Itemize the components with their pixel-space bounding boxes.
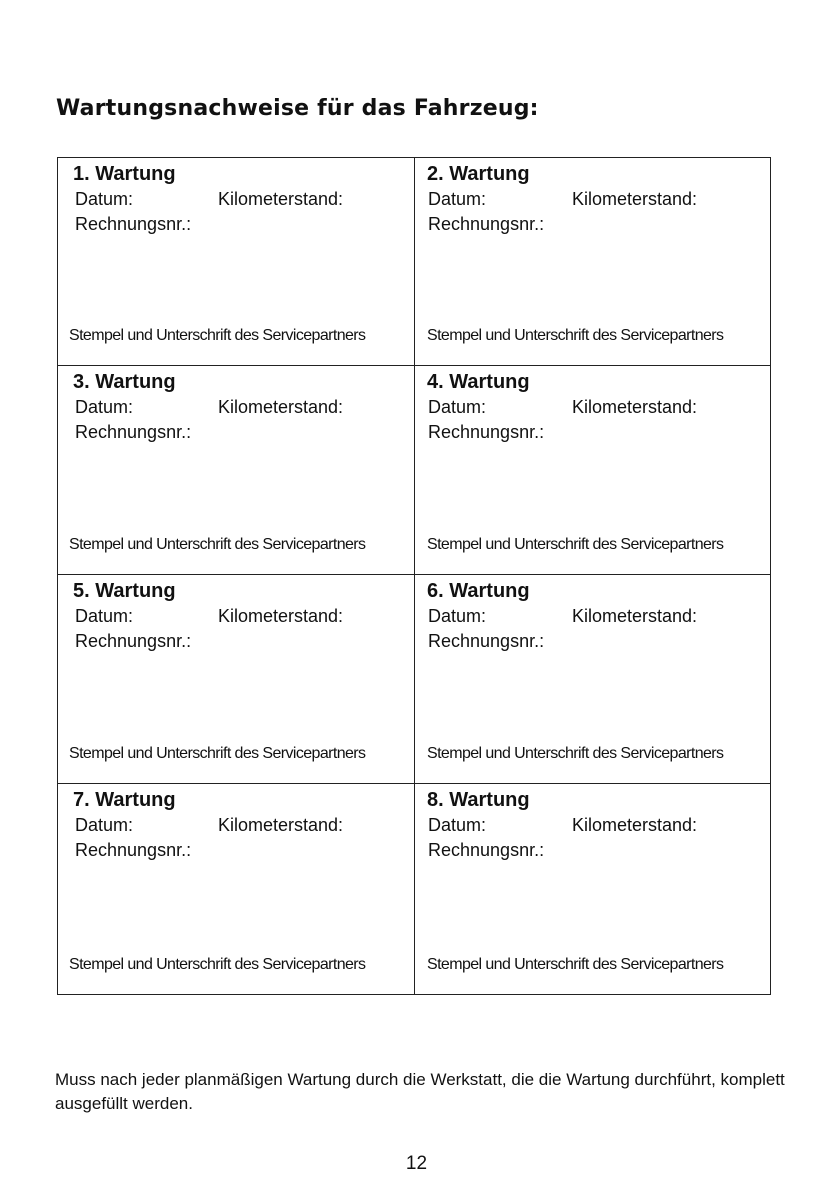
maintenance-entry-4 — [415, 366, 770, 575]
invoice-number-field-label: Rechnungsnr.: — [428, 631, 545, 651]
entry-heading: 3. Wartung — [73, 371, 176, 393]
invoice-number-field-label: Rechnungsnr.: — [428, 840, 545, 860]
mileage-field-label: Kilometerstand: — [572, 815, 698, 835]
mileage-field-label: Kilometerstand: — [218, 815, 344, 835]
date-field-label: Datum: — [75, 397, 134, 417]
date-field-label: Datum: — [428, 397, 487, 417]
date-field-label: Datum: — [428, 189, 487, 209]
entry-heading: 8. Wartung — [427, 789, 530, 811]
mileage-field-label: Kilometerstand: — [572, 606, 698, 626]
date-field-label: Datum: — [75, 815, 134, 835]
date-field-label: Datum: — [428, 606, 487, 626]
stamp-signature-label: Stempel und Unterschrift des Servicepartners — [427, 536, 724, 553]
footnote: Muss nach jeder planmäßigen Wartung durch die Werkstatt, die die Wartung durchführt, komplett ausgefüllt werden. — [55, 1070, 785, 1113]
entry-heading: 5. Wartung — [73, 580, 176, 602]
entry-heading: 6. Wartung — [427, 580, 530, 602]
invoice-number-field-label: Rechnungsnr.: — [428, 422, 545, 442]
maintenance-entry-3 — [58, 366, 415, 575]
maintenance-entry-1 — [58, 158, 415, 366]
stamp-signature-label: Stempel und Unterschrift des Servicepartners — [427, 327, 724, 344]
stamp-signature-label: Stempel und Unterschrift des Servicepartners — [69, 745, 366, 762]
maintenance-entry-8 — [415, 784, 770, 994]
entry-heading: 4. Wartung — [427, 371, 530, 393]
stamp-signature-label: Stempel und Unterschrift des Servicepartners — [427, 745, 724, 762]
stamp-signature-label: Stempel und Unterschrift des Servicepartners — [69, 956, 366, 973]
entry-heading: 1. Wartung — [73, 163, 176, 185]
mileage-field-label: Kilometerstand: — [218, 397, 344, 417]
invoice-number-field-label: Rechnungsnr.: — [75, 631, 192, 651]
page-number: 12 — [405, 1153, 428, 1174]
maintenance-entry-6 — [415, 575, 770, 784]
stamp-signature-label: Stempel und Unterschrift des Servicepartners — [69, 327, 366, 344]
entry-heading: 2. Wartung — [427, 163, 530, 185]
maintenance-entry-7 — [58, 784, 415, 994]
invoice-number-field-label: Rechnungsnr.: — [428, 214, 545, 234]
invoice-number-field-label: Rechnungsnr.: — [75, 840, 192, 860]
maintenance-log-table — [57, 157, 771, 995]
mileage-field-label: Kilometerstand: — [572, 397, 698, 417]
mileage-field-label: Kilometerstand: — [572, 189, 698, 209]
date-field-label: Datum: — [75, 189, 134, 209]
date-field-label: Datum: — [428, 815, 487, 835]
stamp-signature-label: Stempel und Unterschrift des Servicepartners — [69, 536, 366, 553]
mileage-field-label: Kilometerstand: — [218, 189, 344, 209]
stamp-signature-label: Stempel und Unterschrift des Servicepartners — [427, 956, 724, 973]
date-field-label: Datum: — [75, 606, 134, 626]
mileage-field-label: Kilometerstand: — [218, 606, 344, 626]
page-title: Wartungsnachweise für das Fahrzeug: — [56, 96, 539, 121]
entry-heading: 7. Wartung — [73, 789, 176, 811]
invoice-number-field-label: Rechnungsnr.: — [75, 214, 192, 234]
maintenance-entry-2 — [415, 158, 770, 366]
maintenance-entry-5 — [58, 575, 415, 784]
invoice-number-field-label: Rechnungsnr.: — [75, 422, 192, 442]
